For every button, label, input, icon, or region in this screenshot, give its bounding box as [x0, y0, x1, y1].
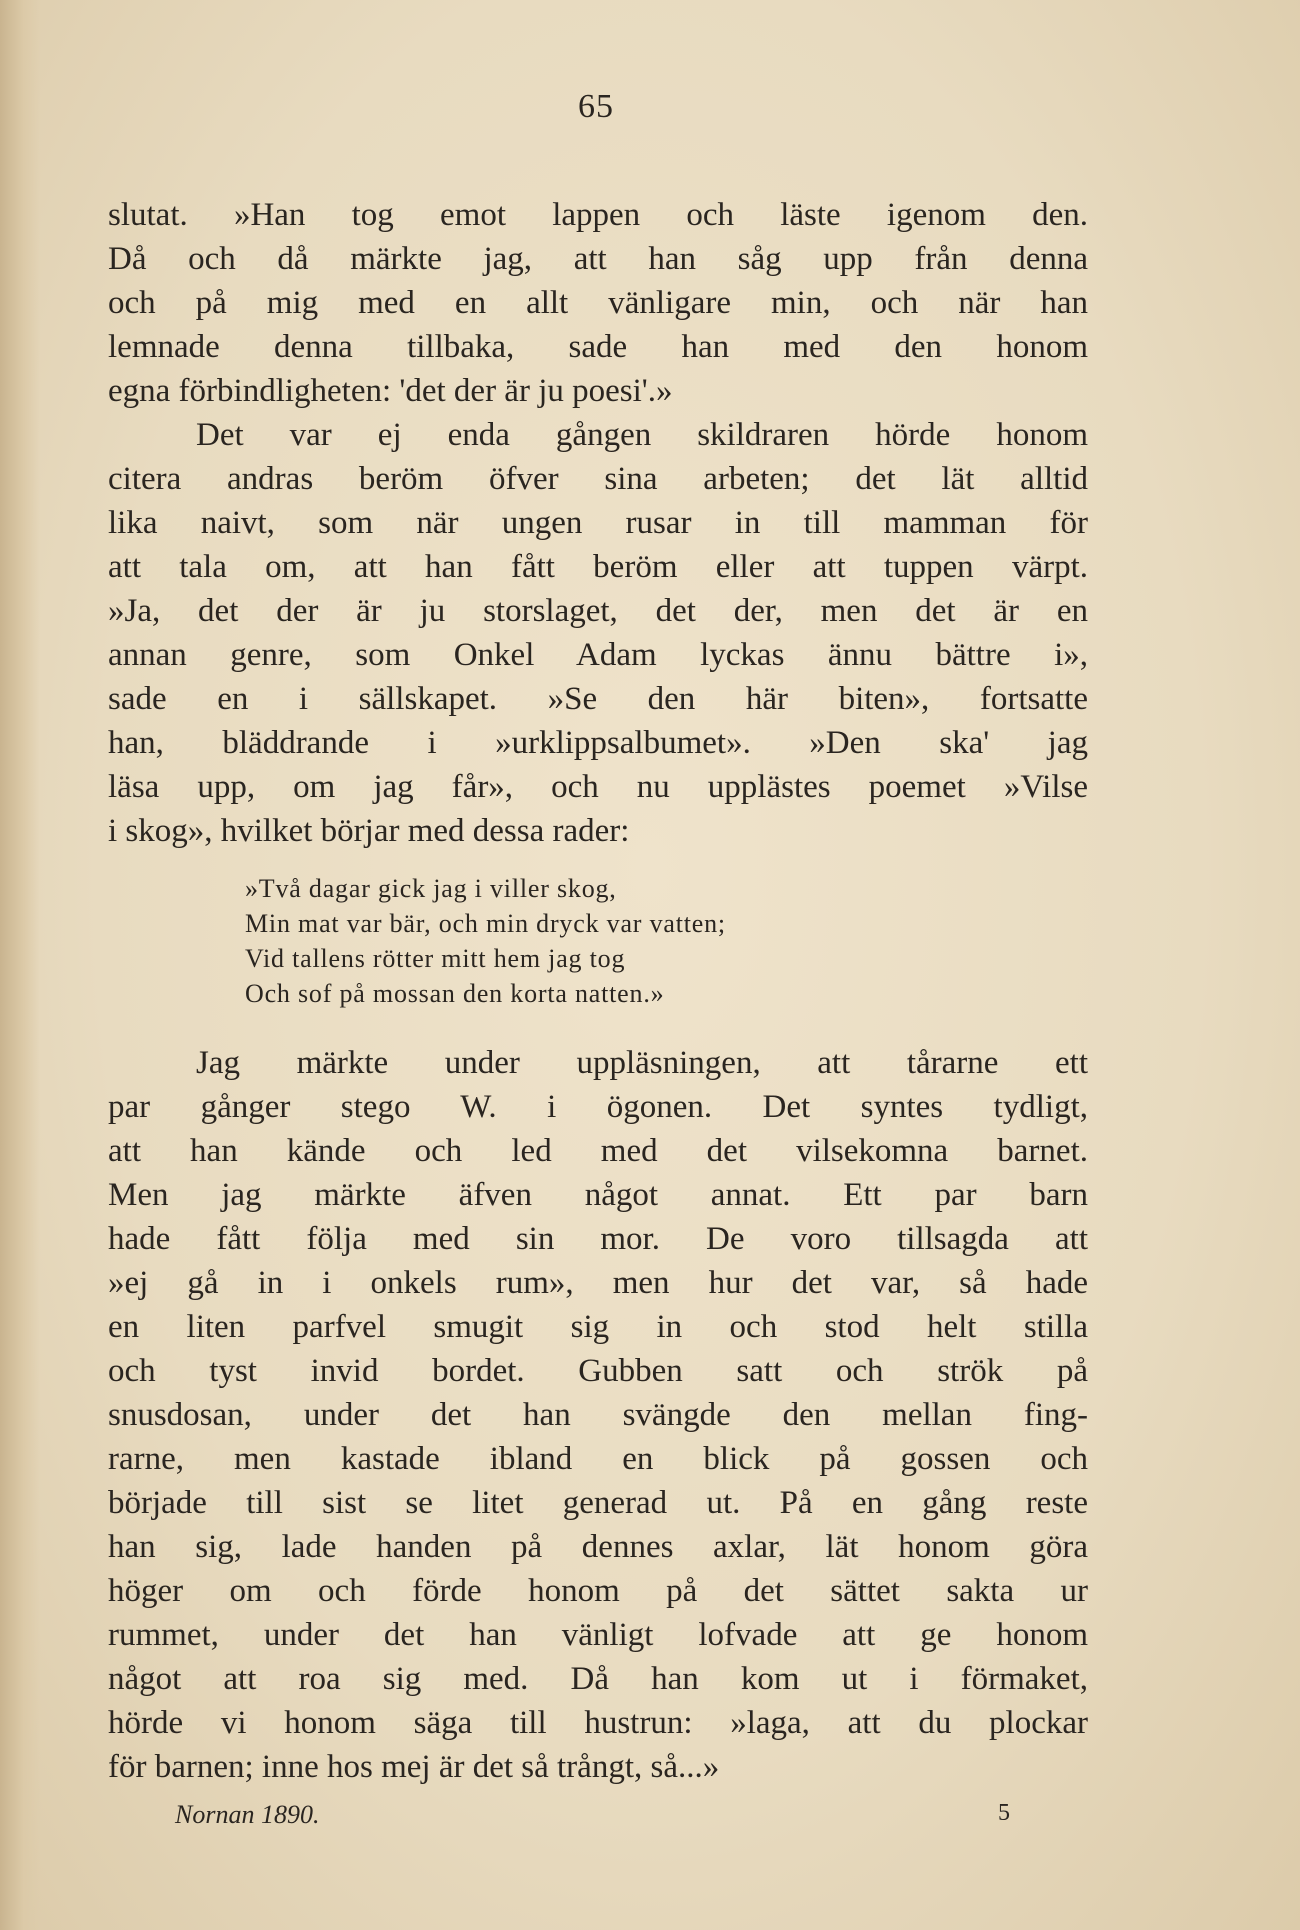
poem-line: »Två dagar gick jag i viller skog, — [245, 874, 617, 903]
text-line: att tala om, att han fått beröm eller att tuppen värpt. — [108, 549, 1088, 585]
text-line: rarne, men kastade ibland en blick på gossen och — [108, 1441, 1088, 1477]
page-edge-shadow — [0, 0, 40, 1930]
text-line: i skog», hvilket börjar med dessa rader: — [108, 813, 630, 849]
text-line: och tyst invid bordet. Gubben satt och strök på — [108, 1353, 1088, 1389]
text-line: hörde vi honom säga till hustrun: »laga, att du plockar — [108, 1705, 1088, 1741]
text-line: Men jag märkte äfven något annat. Ett par barn — [108, 1177, 1088, 1213]
footer-signature: Nornan 1890. — [175, 1800, 320, 1829]
poem-block — [245, 871, 1005, 1011]
text-line: började till sist se litet generad ut. På en gång reste — [108, 1485, 1088, 1521]
text-line: att han kände och led med det vilsekomna barnet. — [108, 1133, 1088, 1169]
text-line: sade en i sällskapet. »Se den här biten», fortsatte — [108, 681, 1088, 717]
text-line: lika naivt, som när ungen rusar in till mamman för — [108, 505, 1088, 541]
text-line: han, bläddrande i »urklippsalbumet». »Den ska' jag — [108, 725, 1088, 761]
text-line: annan genre, som Onkel Adam lyckas ännu bättre i», — [108, 637, 1088, 673]
text-line: Då och då märkte jag, att han såg upp från denna — [108, 241, 1088, 277]
text-line: något att roa sig med. Då han kom ut i förmaket, — [108, 1661, 1088, 1697]
text-line: par gånger stego W. i ögonen. Det syntes tydligt, — [108, 1089, 1088, 1125]
footer-sheet-number: 5 — [998, 1800, 1010, 1826]
text-line: »ej gå in i onkels rum», men hur det var, så hade — [108, 1265, 1088, 1301]
text-line: lemnade denna tillbaka, sade han med den honom — [108, 329, 1088, 365]
text-line: han sig, lade handen på dennes axlar, lät honom göra — [108, 1529, 1088, 1565]
text-line: citera andras beröm öfver sina arbeten; det lät alltid — [108, 461, 1088, 497]
text-line: hade fått följa med sin mor. De voro tillsagda att — [108, 1221, 1088, 1257]
text-line: slutat. »Han tog emot lappen och läste igenom den. — [108, 197, 1088, 233]
poem-line: Vid tallens rötter mitt hem jag tog — [245, 944, 626, 973]
poem-line: Och sof på mossan den korta natten.» — [245, 979, 665, 1008]
text-line: »Ja, det der är ju storslaget, det der, men det är en — [108, 593, 1088, 629]
poem-line: Min mat var bär, och min dryck var vatten; — [245, 909, 726, 938]
text-line: för barnen; inne hos mej är det så trångt, så...» — [108, 1749, 720, 1785]
text-block-lower — [108, 1041, 1088, 1789]
text-line: en liten parfvel smugit sig in och stod helt stilla — [108, 1309, 1088, 1345]
text-line: läsa upp, om jag får», och nu upplästes poemet »Vilse — [108, 769, 1088, 805]
text-line: höger om och förde honom på det sättet sakta ur — [108, 1573, 1088, 1609]
text-line: och på mig med en allt vänligare min, och när han — [108, 285, 1088, 321]
text-block-upper — [108, 193, 1088, 853]
page-number: 65 — [578, 88, 614, 125]
text-line: rummet, under det han vänligt lofvade att ge honom — [108, 1617, 1088, 1653]
text-line: Jag märkte under uppläsningen, att tårarne ett — [196, 1045, 1088, 1081]
text-line: Det var ej enda gången skildraren hörde honom — [196, 417, 1088, 453]
text-line: egna förbindligheten: 'det der är ju poesi'.» — [108, 373, 673, 409]
text-line: snusdosan, under det han svängde den mellan fing- — [108, 1397, 1088, 1433]
